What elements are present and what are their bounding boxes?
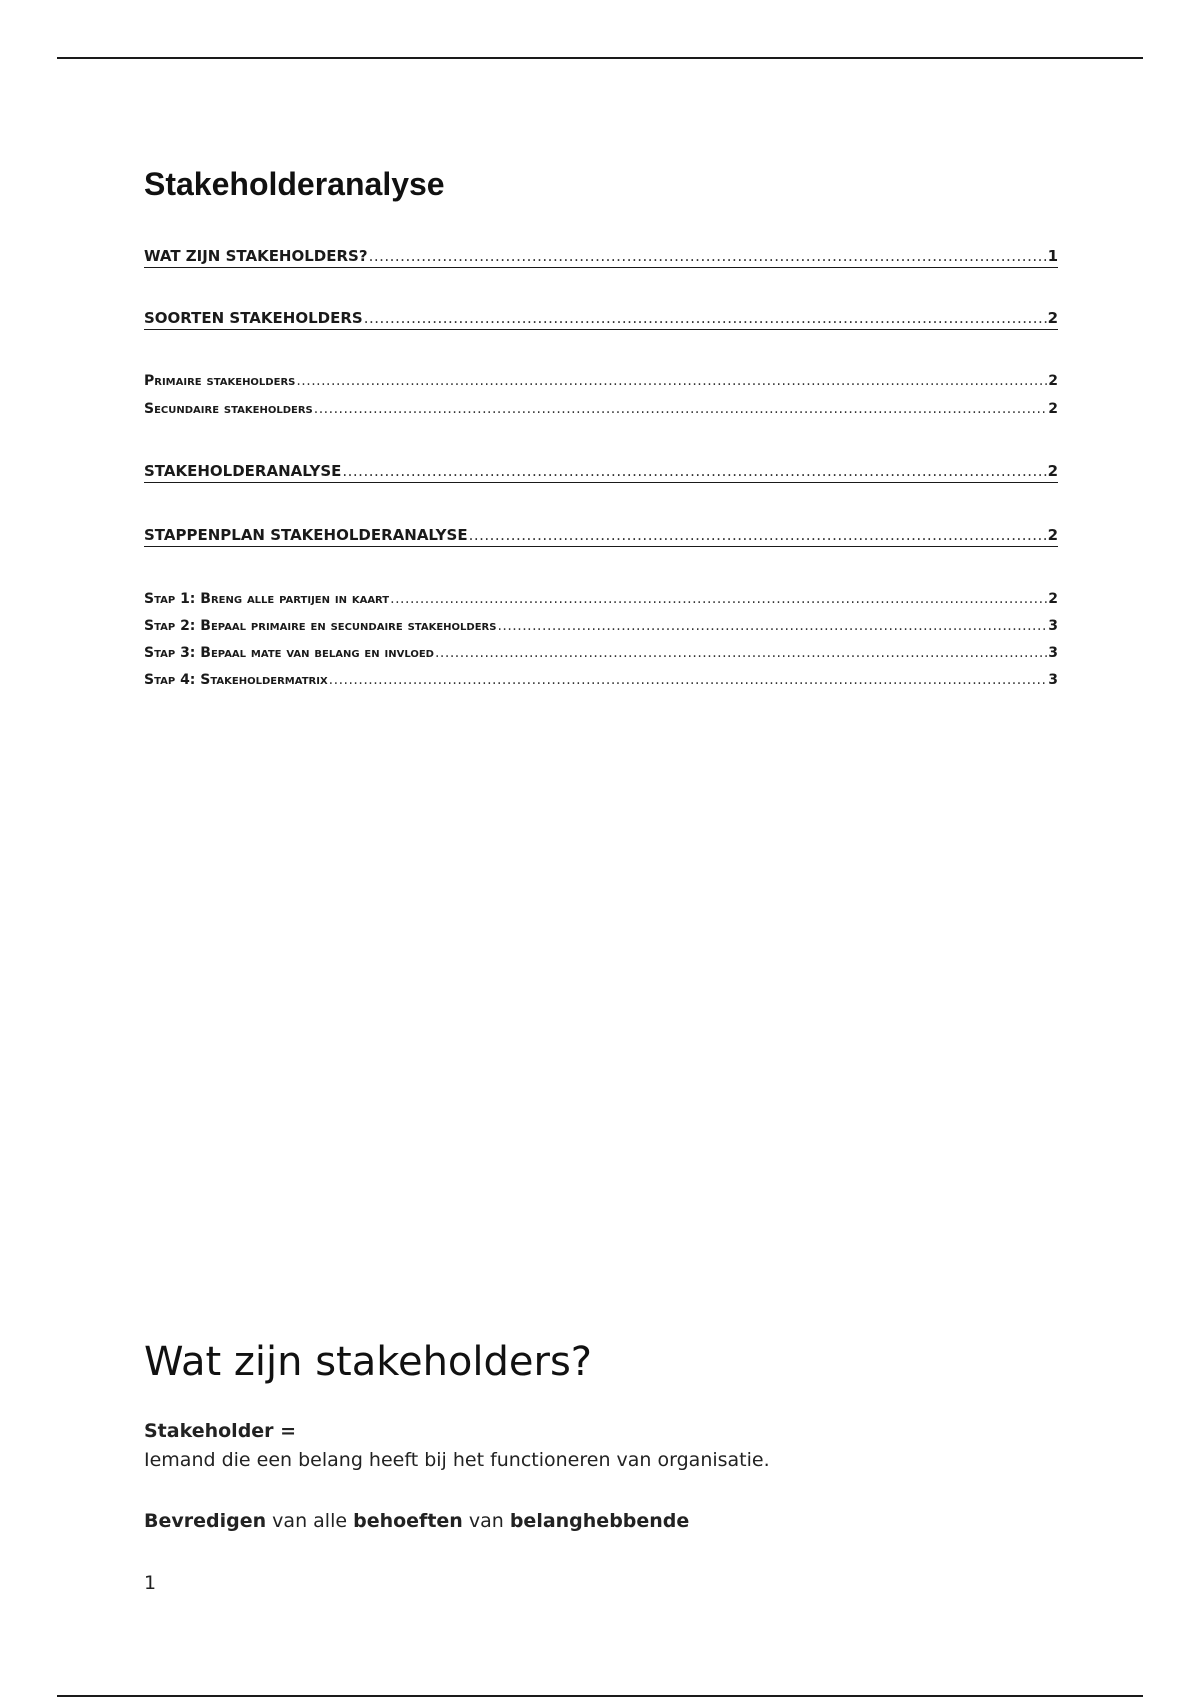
toc-entry-page: 2 bbox=[1048, 373, 1058, 389]
toc-dot-leader bbox=[369, 246, 1047, 266]
toc-entry-page: 3 bbox=[1048, 618, 1058, 634]
needs-line-part: van bbox=[462, 1510, 510, 1532]
definition-term-text: Stakeholder = bbox=[144, 1420, 297, 1442]
toc-dot-leader bbox=[364, 308, 1047, 328]
toc-entry[interactable] bbox=[144, 668, 1058, 690]
toc-entry[interactable] bbox=[144, 244, 1058, 268]
toc-entry[interactable] bbox=[144, 306, 1058, 330]
toc-dot-leader bbox=[390, 589, 1047, 609]
toc-entry[interactable] bbox=[144, 397, 1058, 419]
toc-entry-label: WAT ZIJN STAKEHOLDERS? bbox=[144, 247, 368, 265]
toc-entry-label: STAKEHOLDERANALYSE bbox=[144, 462, 342, 480]
toc-entry-label: Secundaire stakeholders bbox=[144, 401, 313, 417]
toc-entry-page: 2 bbox=[1048, 591, 1058, 607]
needs-line-part: behoeften bbox=[353, 1510, 463, 1532]
definition-text: Iemand die een belang heeft bij het functioneren van organisatie. bbox=[144, 1449, 770, 1471]
toc-dot-leader bbox=[329, 670, 1048, 690]
toc-entry[interactable] bbox=[144, 523, 1058, 547]
toc-entry[interactable] bbox=[144, 614, 1058, 636]
toc-entry-label: Stap 1: Breng alle partijen in kaart bbox=[144, 591, 390, 607]
toc-entry-label: Stap 4: Stakeholdermatrix bbox=[144, 672, 328, 688]
toc-entry-label: SOORTEN STAKEHOLDERS bbox=[144, 309, 363, 327]
document-title: Stakeholderanalyse bbox=[144, 166, 445, 202]
header-rule bbox=[57, 57, 1143, 59]
toc-entry-label: Primaire stakeholders bbox=[144, 373, 296, 389]
definition-term bbox=[144, 1418, 296, 1444]
toc-entry-label: Stap 3: Bepaal mate van belang en invloed bbox=[144, 645, 434, 661]
needs-line-part: Bevredigen bbox=[144, 1510, 267, 1532]
toc-entry-label: STAPPENPLAN STAKEHOLDERANALYSE bbox=[144, 526, 468, 544]
toc-entry-page: 3 bbox=[1048, 672, 1058, 688]
toc-entry-label: Stap 2: Bepaal primaire en secundaire stakeholders bbox=[144, 618, 497, 634]
toc-entry-page: 2 bbox=[1048, 401, 1058, 417]
footer-rule bbox=[57, 1695, 1143, 1697]
toc-entry-page: 2 bbox=[1047, 462, 1058, 480]
needs-line bbox=[144, 1508, 689, 1534]
toc-dot-leader bbox=[497, 616, 1047, 636]
toc-entry-page: 3 bbox=[1048, 645, 1058, 661]
needs-line-part: belanghebbende bbox=[509, 1510, 690, 1532]
toc-dot-leader bbox=[314, 399, 1047, 419]
toc-entry-page: 2 bbox=[1047, 526, 1058, 544]
toc-entry[interactable] bbox=[144, 641, 1058, 663]
toc-dot-leader bbox=[296, 371, 1047, 391]
section-heading: Wat zijn stakeholders? bbox=[144, 1339, 593, 1385]
page-number: 1 bbox=[144, 1572, 157, 1594]
toc-dot-leader bbox=[435, 643, 1047, 663]
toc-dot-leader bbox=[342, 461, 1046, 481]
toc-entry-page: 2 bbox=[1047, 309, 1058, 327]
toc-entry[interactable] bbox=[144, 459, 1058, 483]
toc-dot-leader bbox=[469, 525, 1047, 545]
toc-entry-page: 1 bbox=[1047, 247, 1058, 265]
needs-line-part: van alle bbox=[266, 1510, 354, 1532]
toc-entry[interactable] bbox=[144, 369, 1058, 391]
toc-entry[interactable] bbox=[144, 587, 1058, 609]
